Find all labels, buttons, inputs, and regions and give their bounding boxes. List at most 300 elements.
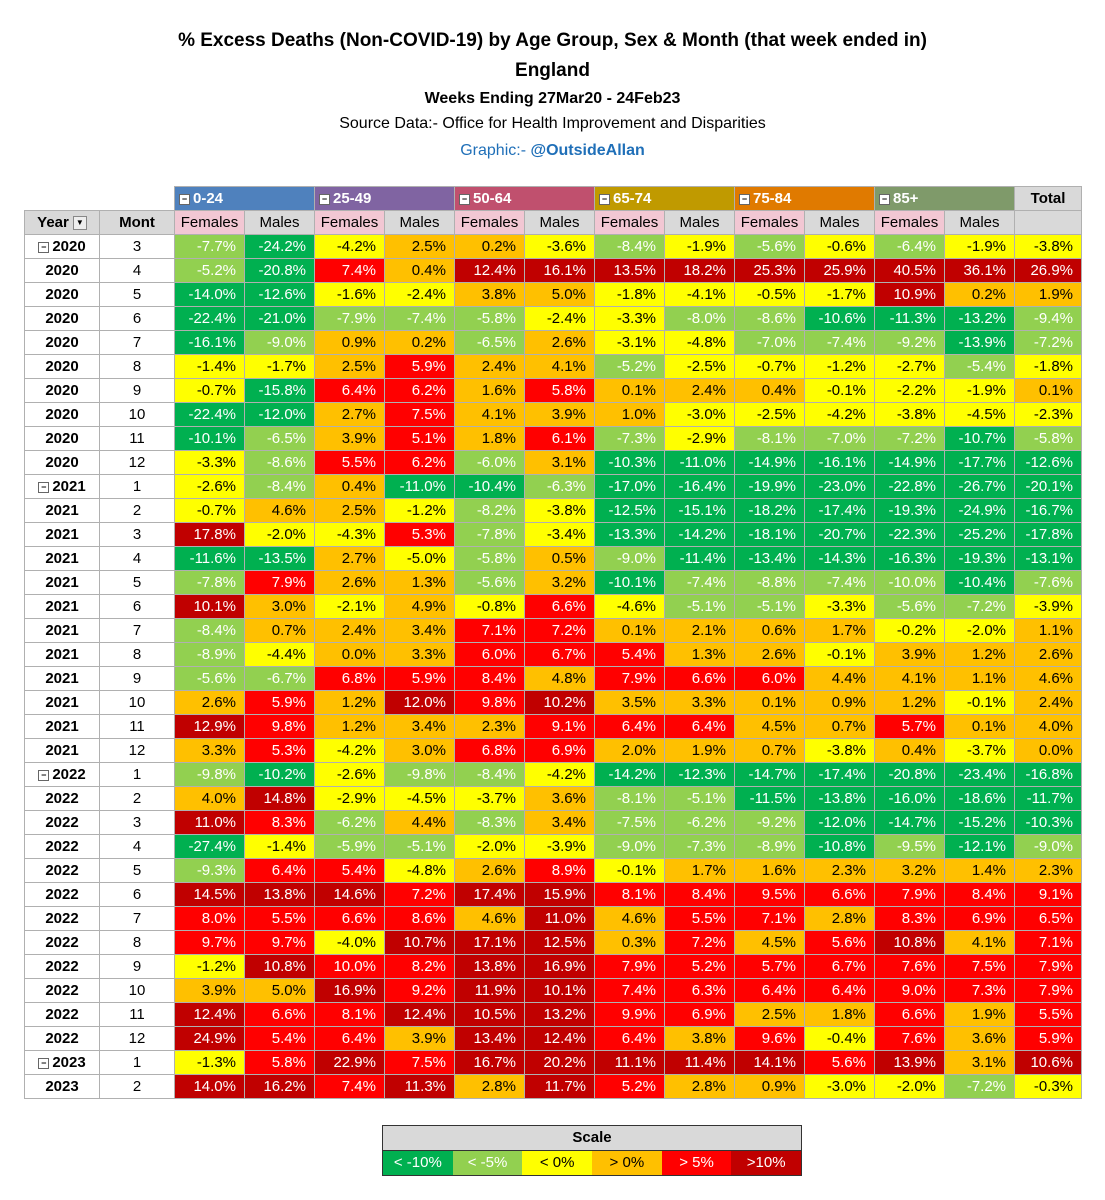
value-cell: 7.6%: [875, 955, 945, 979]
collapse-icon[interactable]: −: [38, 482, 49, 493]
value-cell: 11.0%: [525, 907, 595, 931]
value-cell: -4.2%: [315, 739, 385, 763]
year-cell: [25, 547, 100, 571]
column-header-row: [25, 211, 1082, 235]
value-cell: 0.6%: [735, 619, 805, 643]
value-cell: 3.2%: [875, 859, 945, 883]
value-cell: 3.1%: [525, 451, 595, 475]
value-cell: 8.1%: [595, 883, 665, 907]
value-cell: 6.2%: [385, 379, 455, 403]
age-group-header[interactable]: [595, 187, 735, 211]
table-row: [25, 235, 1082, 259]
year-cell[interactable]: [25, 763, 100, 787]
year-value: 2020: [45, 454, 79, 471]
age-group-header[interactable]: [315, 187, 455, 211]
table-row: [25, 403, 1082, 427]
year-cell[interactable]: [25, 1051, 100, 1075]
age-group-header[interactable]: [735, 187, 875, 211]
month-cell: 1: [100, 475, 175, 499]
value-cell: 4.5%: [735, 715, 805, 739]
value-cell: -13.5%: [245, 547, 315, 571]
value-cell: -9.2%: [875, 331, 945, 355]
value-cell: -5.6%: [875, 595, 945, 619]
age-group-header[interactable]: [875, 187, 1015, 211]
value-cell: 17.8%: [175, 523, 245, 547]
value-cell: -10.0%: [875, 571, 945, 595]
year-header[interactable]: [25, 211, 100, 235]
value-cell: 1.7%: [805, 619, 875, 643]
value-cell: -2.0%: [455, 835, 525, 859]
value-cell: 10.5%: [455, 1003, 525, 1027]
month-cell: 2: [100, 1075, 175, 1099]
table-row: [25, 787, 1082, 811]
value-cell: -7.0%: [735, 331, 805, 355]
collapse-icon[interactable]: −: [739, 194, 750, 205]
table-row: [25, 1051, 1082, 1075]
total-cell: -20.1%: [1015, 475, 1082, 499]
value-cell: -0.1%: [805, 643, 875, 667]
value-cell: 16.7%: [455, 1051, 525, 1075]
year-cell: [25, 1075, 100, 1099]
value-cell: 8.2%: [385, 955, 455, 979]
value-cell: -3.1%: [595, 331, 665, 355]
value-cell: 0.7%: [735, 739, 805, 763]
table-row: [25, 499, 1082, 523]
scale-title: Scale: [383, 1126, 801, 1151]
total-cell: 7.9%: [1015, 979, 1082, 1003]
value-cell: 25.9%: [805, 259, 875, 283]
value-cell: 13.2%: [525, 1003, 595, 1027]
month-cell: 2: [100, 787, 175, 811]
value-cell: 4.6%: [245, 499, 315, 523]
total-cell: -17.8%: [1015, 523, 1082, 547]
value-cell: 12.4%: [175, 1003, 245, 1027]
value-cell: -14.2%: [665, 523, 735, 547]
value-cell: 5.6%: [805, 1051, 875, 1075]
value-cell: 16.1%: [525, 259, 595, 283]
value-cell: -2.1%: [315, 595, 385, 619]
total-cell: 2.6%: [1015, 643, 1082, 667]
females-header: Females: [875, 211, 945, 235]
value-cell: -5.2%: [175, 259, 245, 283]
scale-swatch: > 0%: [592, 1151, 662, 1175]
table-row: [25, 739, 1082, 763]
value-cell: -5.4%: [945, 355, 1015, 379]
value-cell: -10.1%: [595, 571, 665, 595]
value-cell: -7.8%: [175, 571, 245, 595]
value-cell: 7.6%: [875, 1027, 945, 1051]
value-cell: -6.7%: [245, 667, 315, 691]
value-cell: -1.2%: [805, 355, 875, 379]
year-value: 2020: [45, 430, 79, 447]
value-cell: 1.0%: [595, 403, 665, 427]
table-row: [25, 763, 1082, 787]
value-cell: 0.1%: [945, 715, 1015, 739]
total-cell: -9.0%: [1015, 835, 1082, 859]
value-cell: 5.5%: [315, 451, 385, 475]
value-cell: 11.7%: [525, 1075, 595, 1099]
value-cell: 9.5%: [735, 883, 805, 907]
value-cell: -12.0%: [805, 811, 875, 835]
value-cell: 3.9%: [315, 427, 385, 451]
value-cell: 1.6%: [455, 379, 525, 403]
value-cell: -18.1%: [735, 523, 805, 547]
value-cell: 16.9%: [315, 979, 385, 1003]
value-cell: 5.3%: [245, 739, 315, 763]
value-cell: 2.5%: [385, 235, 455, 259]
value-cell: 1.3%: [385, 571, 455, 595]
value-cell: -9.0%: [595, 835, 665, 859]
total-cell: -3.9%: [1015, 595, 1082, 619]
month-cell: 1: [100, 763, 175, 787]
value-cell: -5.9%: [315, 835, 385, 859]
value-cell: -9.3%: [175, 859, 245, 883]
year-value: 2022: [45, 910, 79, 927]
table-row: [25, 259, 1082, 283]
value-cell: 2.8%: [805, 907, 875, 931]
value-cell: -2.5%: [735, 403, 805, 427]
value-cell: -2.6%: [175, 475, 245, 499]
table-row: [25, 691, 1082, 715]
value-cell: 4.6%: [595, 907, 665, 931]
total-cell: -3.8%: [1015, 235, 1082, 259]
value-cell: -7.9%: [315, 307, 385, 331]
year-cell: [25, 739, 100, 763]
value-cell: 6.0%: [455, 643, 525, 667]
collapse-icon[interactable]: −: [459, 194, 470, 205]
total-cell: 1.9%: [1015, 283, 1082, 307]
value-cell: -1.8%: [595, 283, 665, 307]
value-cell: 14.6%: [315, 883, 385, 907]
value-cell: -5.1%: [665, 787, 735, 811]
value-cell: -10.4%: [945, 571, 1015, 595]
value-cell: -9.8%: [385, 763, 455, 787]
year-cell: [25, 451, 100, 475]
month-cell: 3: [100, 811, 175, 835]
month-cell: 10: [100, 979, 175, 1003]
value-cell: -6.5%: [245, 427, 315, 451]
value-cell: -13.8%: [805, 787, 875, 811]
value-cell: 1.2%: [875, 691, 945, 715]
month-cell: 12: [100, 451, 175, 475]
value-cell: 8.9%: [525, 859, 595, 883]
value-cell: 1.9%: [945, 1003, 1015, 1027]
year-cell: [25, 523, 100, 547]
age-group-header[interactable]: [455, 187, 595, 211]
value-cell: -9.0%: [245, 331, 315, 355]
age-group-label: 0-24: [193, 190, 224, 207]
month-cell: 3: [100, 523, 175, 547]
value-cell: -8.6%: [735, 307, 805, 331]
value-cell: 1.9%: [665, 739, 735, 763]
value-cell: 5.9%: [385, 355, 455, 379]
total-cell: 2.3%: [1015, 859, 1082, 883]
collapse-icon[interactable]: −: [38, 770, 49, 781]
collapse-icon[interactable]: −: [879, 194, 890, 205]
value-cell: -3.3%: [175, 451, 245, 475]
value-cell: 6.7%: [805, 955, 875, 979]
value-cell: -17.7%: [945, 451, 1015, 475]
year-cell[interactable]: [25, 235, 100, 259]
value-cell: -5.1%: [665, 595, 735, 619]
month-cell: 10: [100, 691, 175, 715]
value-cell: -14.7%: [875, 811, 945, 835]
value-cell: -16.1%: [805, 451, 875, 475]
value-cell: -10.2%: [245, 763, 315, 787]
value-cell: -14.9%: [735, 451, 805, 475]
year-cell: [25, 955, 100, 979]
year-value: 2021: [45, 694, 79, 711]
value-cell: 6.6%: [525, 595, 595, 619]
value-cell: 9.7%: [175, 931, 245, 955]
value-cell: -18.6%: [945, 787, 1015, 811]
age-group-header[interactable]: [175, 187, 315, 211]
value-cell: 7.3%: [945, 979, 1015, 1003]
value-cell: 2.5%: [735, 1003, 805, 1027]
year-value: 2020: [45, 262, 79, 279]
females-header: Females: [735, 211, 805, 235]
value-cell: 22.9%: [315, 1051, 385, 1075]
value-cell: 12.4%: [455, 259, 525, 283]
value-cell: -22.4%: [175, 403, 245, 427]
year-cell: [25, 883, 100, 907]
females-header: Females: [455, 211, 525, 235]
year-value: 2022: [45, 886, 79, 903]
table-row: [25, 883, 1082, 907]
month-cell: 11: [100, 427, 175, 451]
table-row: [25, 355, 1082, 379]
month-header-label: Mont: [119, 214, 155, 231]
table-row: [25, 811, 1082, 835]
value-cell: 18.2%: [665, 259, 735, 283]
value-cell: -7.4%: [385, 307, 455, 331]
value-cell: 4.1%: [875, 667, 945, 691]
table-row: [25, 667, 1082, 691]
table-row: [25, 475, 1082, 499]
value-cell: 5.4%: [315, 859, 385, 883]
total-cell: 4.0%: [1015, 715, 1082, 739]
year-cell: [25, 379, 100, 403]
males-header: Males: [665, 211, 735, 235]
value-cell: 7.1%: [455, 619, 525, 643]
value-cell: 7.1%: [735, 907, 805, 931]
value-cell: 6.6%: [805, 883, 875, 907]
collapse-icon[interactable]: −: [38, 242, 49, 253]
value-cell: -3.8%: [875, 403, 945, 427]
table-row: [25, 931, 1082, 955]
year-cell: [25, 1003, 100, 1027]
value-cell: 0.2%: [945, 283, 1015, 307]
value-cell: 14.0%: [175, 1075, 245, 1099]
value-cell: -7.4%: [805, 331, 875, 355]
value-cell: -2.0%: [875, 1075, 945, 1099]
value-cell: -4.2%: [315, 235, 385, 259]
value-cell: 2.7%: [315, 547, 385, 571]
value-cell: 0.4%: [875, 739, 945, 763]
value-cell: 7.2%: [665, 931, 735, 955]
value-cell: -1.4%: [175, 355, 245, 379]
value-cell: -10.8%: [805, 835, 875, 859]
value-cell: 10.8%: [245, 955, 315, 979]
value-cell: -6.2%: [315, 811, 385, 835]
value-cell: -4.0%: [315, 931, 385, 955]
value-cell: -14.3%: [805, 547, 875, 571]
value-cell: 1.4%: [945, 859, 1015, 883]
value-cell: -10.4%: [455, 475, 525, 499]
value-cell: -8.9%: [735, 835, 805, 859]
value-cell: 2.3%: [805, 859, 875, 883]
value-cell: -10.1%: [175, 427, 245, 451]
total-cell: -10.3%: [1015, 811, 1082, 835]
value-cell: -0.7%: [175, 379, 245, 403]
value-cell: -3.4%: [525, 523, 595, 547]
year-cell: [25, 811, 100, 835]
year-cell: [25, 259, 100, 283]
value-cell: 11.3%: [385, 1075, 455, 1099]
value-cell: 5.0%: [245, 979, 315, 1003]
value-cell: 3.6%: [525, 787, 595, 811]
value-cell: 20.2%: [525, 1051, 595, 1075]
value-cell: 1.6%: [735, 859, 805, 883]
year-value: 2022: [45, 838, 79, 855]
value-cell: -10.3%: [595, 451, 665, 475]
value-cell: -4.5%: [945, 403, 1015, 427]
value-cell: 5.7%: [875, 715, 945, 739]
value-cell: 6.7%: [525, 643, 595, 667]
value-cell: 7.5%: [385, 403, 455, 427]
value-cell: -3.3%: [595, 307, 665, 331]
value-cell: -12.6%: [245, 283, 315, 307]
value-cell: 0.7%: [805, 715, 875, 739]
region-title: England: [515, 60, 590, 81]
value-cell: 6.9%: [525, 739, 595, 763]
year-value: 2022: [45, 958, 79, 975]
value-cell: 2.5%: [315, 355, 385, 379]
month-cell: 11: [100, 715, 175, 739]
value-cell: 3.0%: [245, 595, 315, 619]
value-cell: 0.4%: [385, 259, 455, 283]
value-cell: 9.7%: [245, 931, 315, 955]
value-cell: -2.0%: [245, 523, 315, 547]
month-cell: 5: [100, 283, 175, 307]
year-value: 2020: [45, 334, 79, 351]
year-value: 2021: [45, 550, 79, 567]
value-cell: 10.2%: [525, 691, 595, 715]
total-cell: 10.6%: [1015, 1051, 1082, 1075]
year-cell: [25, 307, 100, 331]
collapse-icon[interactable]: −: [179, 194, 190, 205]
males-header: Males: [385, 211, 455, 235]
value-cell: -13.9%: [945, 331, 1015, 355]
year-value: 2022: [45, 814, 79, 831]
value-cell: -8.3%: [455, 811, 525, 835]
filter-dropdown-icon[interactable]: ▼: [73, 216, 87, 230]
year-cell: [25, 619, 100, 643]
collapse-icon[interactable]: −: [38, 1058, 49, 1069]
year-cell: [25, 499, 100, 523]
value-cell: -25.2%: [945, 523, 1015, 547]
value-cell: 6.4%: [245, 859, 315, 883]
value-cell: 11.9%: [455, 979, 525, 1003]
males-header: Males: [245, 211, 315, 235]
month-cell: 2: [100, 499, 175, 523]
value-cell: 6.6%: [665, 667, 735, 691]
value-cell: 5.4%: [595, 643, 665, 667]
value-cell: 5.5%: [245, 907, 315, 931]
value-cell: 5.1%: [385, 427, 455, 451]
value-cell: -8.2%: [455, 499, 525, 523]
year-cell: [25, 787, 100, 811]
year-value: 2022: [45, 982, 79, 999]
value-cell: 8.0%: [175, 907, 245, 931]
month-header[interactable]: [100, 211, 175, 235]
value-cell: 7.9%: [595, 667, 665, 691]
month-cell: 4: [100, 259, 175, 283]
age-group-label: 25-49: [333, 190, 372, 207]
value-cell: 6.4%: [315, 379, 385, 403]
collapse-icon[interactable]: −: [319, 194, 330, 205]
table-row: [25, 451, 1082, 475]
value-cell: 14.8%: [245, 787, 315, 811]
value-cell: -4.1%: [665, 283, 735, 307]
value-cell: -20.8%: [875, 763, 945, 787]
value-cell: 7.4%: [315, 259, 385, 283]
value-cell: -2.4%: [525, 307, 595, 331]
value-cell: 16.9%: [525, 955, 595, 979]
value-cell: 13.4%: [455, 1027, 525, 1051]
value-cell: 9.9%: [595, 1003, 665, 1027]
value-cell: 16.2%: [245, 1075, 315, 1099]
month-cell: 10: [100, 403, 175, 427]
total-cell: 0.0%: [1015, 739, 1082, 763]
year-value: 2021: [45, 526, 79, 543]
month-cell: 5: [100, 859, 175, 883]
value-cell: -18.2%: [735, 499, 805, 523]
total-cell: 5.5%: [1015, 1003, 1082, 1027]
collapse-icon[interactable]: −: [599, 194, 610, 205]
value-cell: 7.9%: [875, 883, 945, 907]
value-cell: -12.0%: [245, 403, 315, 427]
month-cell: 4: [100, 835, 175, 859]
value-cell: 2.4%: [315, 619, 385, 643]
value-cell: -9.0%: [595, 547, 665, 571]
table-row: [25, 379, 1082, 403]
value-cell: -0.1%: [595, 859, 665, 883]
value-cell: 4.6%: [455, 907, 525, 931]
value-cell: 6.4%: [595, 715, 665, 739]
males-header: Males: [525, 211, 595, 235]
value-cell: -0.1%: [945, 691, 1015, 715]
year-value: 2021: [52, 478, 86, 495]
age-group-label: 65-74: [613, 190, 652, 207]
value-cell: -3.8%: [525, 499, 595, 523]
value-cell: -11.3%: [875, 307, 945, 331]
value-cell: 6.8%: [315, 667, 385, 691]
year-cell[interactable]: [25, 475, 100, 499]
value-cell: 14.1%: [735, 1051, 805, 1075]
value-cell: 0.4%: [735, 379, 805, 403]
total-cell: -0.3%: [1015, 1075, 1082, 1099]
total-header: Total: [1015, 187, 1082, 211]
value-cell: -14.7%: [735, 763, 805, 787]
value-cell: 3.4%: [525, 811, 595, 835]
value-cell: -6.0%: [455, 451, 525, 475]
value-cell: -1.3%: [175, 1051, 245, 1075]
year-value: 2022: [45, 1006, 79, 1023]
value-cell: 2.6%: [735, 643, 805, 667]
value-cell: -0.6%: [805, 235, 875, 259]
value-cell: -4.8%: [665, 331, 735, 355]
